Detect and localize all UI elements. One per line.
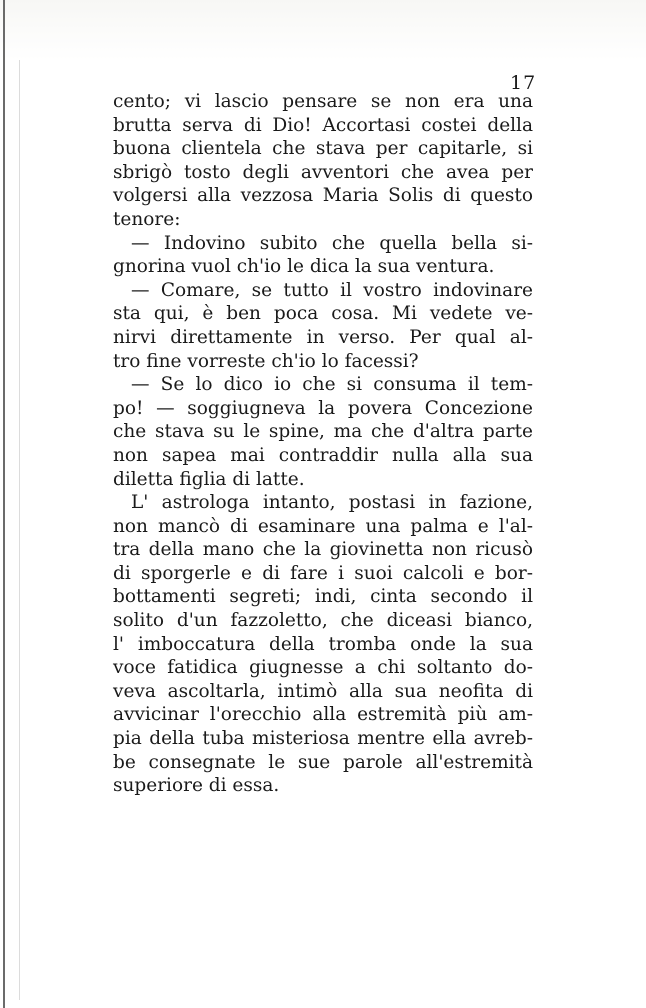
text-line: di sporgerle e di fare i suoi calcoli e bor-: [113, 562, 533, 584]
text-line: non sapea mai contraddir nulla alla sua: [113, 444, 533, 466]
text-line: diletta figlia di latte.: [113, 468, 305, 490]
text-line: buona clientela che stava per capitarle, si: [113, 138, 533, 160]
text-line: superiore di essa.: [113, 775, 280, 797]
text-line: voce fatidica giugnesse a chi soltanto do-: [113, 657, 533, 679]
text-line: L' astrologa intanto, postasi in fazione,: [131, 492, 533, 514]
page-fold-shadow: [19, 60, 20, 1000]
text-line: nirvi direttamente in verso. Per qual al-: [113, 326, 533, 348]
page-binding-edge: [3, 0, 5, 1008]
text-line: — Se lo dico io che si consuma il tem-: [131, 374, 533, 396]
text-line: po! — soggiugneva la povera Concezione: [113, 397, 533, 419]
text-line: tra della mano che la giovinetta non ricusò: [113, 539, 533, 561]
text-line: tenore:: [113, 208, 181, 230]
text-line: veva ascoltarla, intimò alla sua neofita di: [113, 680, 533, 702]
text-line: — Indovino subito che quella bella si-: [131, 232, 533, 254]
text-line: gnorina vuol ch'io le dica la sua ventura.: [113, 256, 495, 278]
text-line: che stava su le spine, ma che d'altra parte: [113, 421, 533, 443]
text-line: brutta serva di Dio! Accortasi costei della: [113, 114, 533, 136]
text-line: sta qui, è ben poca cosa. Mi vedete ve-: [113, 303, 533, 325]
text-line: pia della tuba misteriosa mentre ella avreb-: [113, 728, 533, 750]
page-number: 17: [510, 72, 537, 94]
text-line: bottamenti segreti; indi, cinta secondo il: [113, 586, 533, 608]
text-line: avvicinar l'orecchio alla estremità più am-: [113, 704, 533, 726]
text-line: non mancò di esaminare una palma e l'al-: [113, 515, 533, 537]
text-line: cento; vi lascio pensare se non era una: [113, 91, 533, 112]
text-line: tro fine vorreste ch'io lo facessi?: [113, 350, 419, 372]
text-line: volgersi alla vezzosa Maria Solis di questo: [113, 185, 533, 207]
text-line: be consegnate le sue parole all'estremità: [113, 751, 533, 773]
text-line: — Comare, se tutto il vostro indovinare: [131, 279, 533, 301]
text-line: sbrigò tosto degli avventori che avea per: [113, 161, 533, 183]
text-line: solito d'un fazzoletto, che diceasi bianco,: [113, 610, 533, 632]
text-line: l' imboccatura della tromba onde la sua: [113, 633, 533, 655]
body-text: [113, 90, 533, 798]
